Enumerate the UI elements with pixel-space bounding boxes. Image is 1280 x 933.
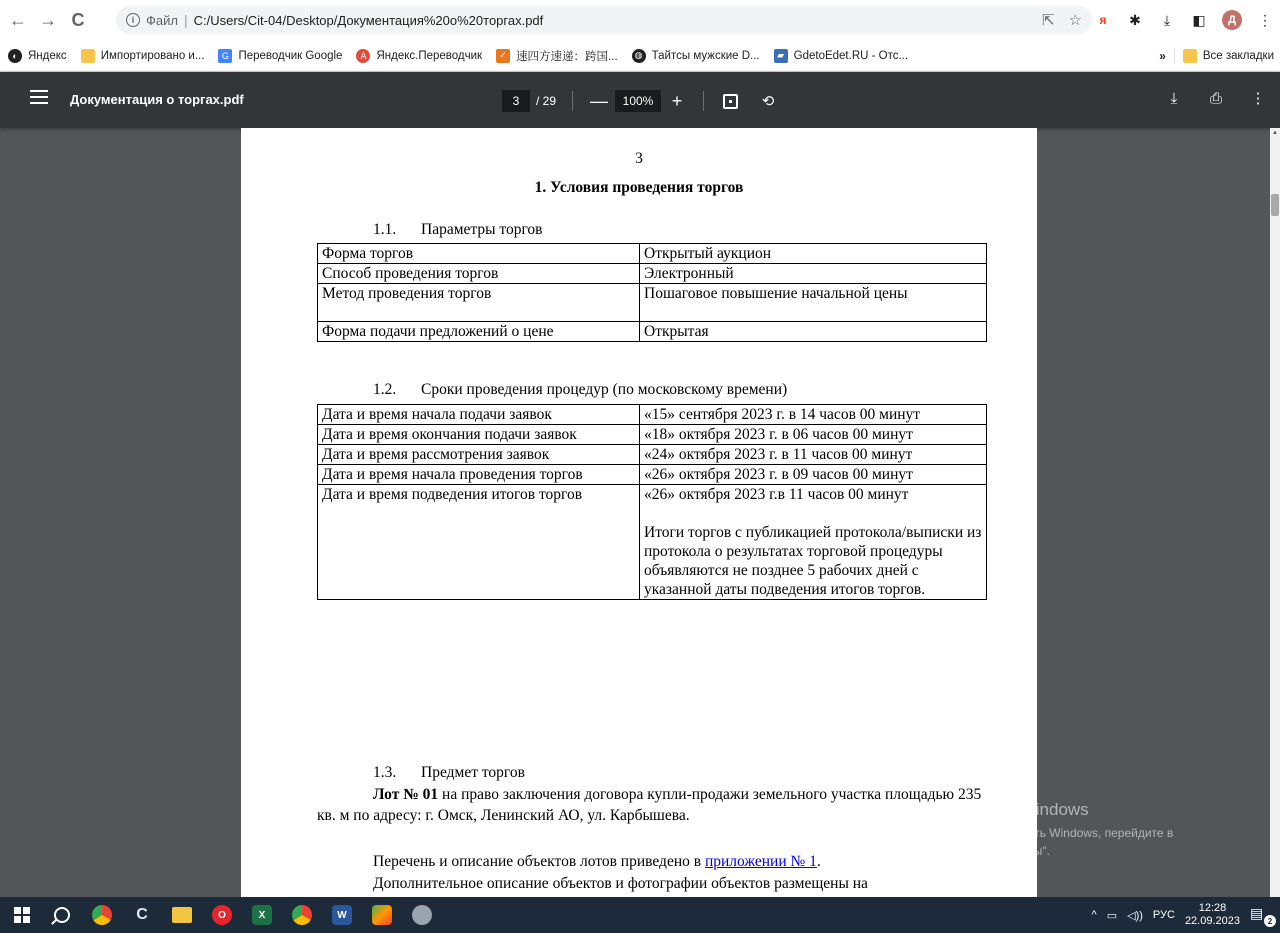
- notifications-button[interactable]: [1250, 905, 1272, 925]
- clock[interactable]: [1185, 902, 1240, 928]
- back-arrow-icon[interactable]: ←: [9, 9, 27, 30]
- taskbar-network-app[interactable]: [402, 897, 442, 933]
- more-bookmarks-chevron[interactable]: »: [1159, 49, 1166, 63]
- taskbar-opera[interactable]: [202, 897, 242, 933]
- bookmark-yandex[interactable]: [8, 49, 67, 63]
- zoom-input[interactable]: [615, 90, 661, 112]
- bookmark-gdetoedet[interactable]: [774, 49, 908, 63]
- subsection-heading: 1.2. Сроки проведения процедур (по московскому времени): [373, 381, 788, 398]
- share-icon[interactable]: ⇱: [1041, 12, 1055, 29]
- bookmark-label: GdetoEdet.RU - Отс...: [793, 49, 909, 62]
- windows-activation-watermark: Активация Windows Чтобы активировать Windows, перейдите в раздел "Параметры".: [932, 800, 1174, 858]
- bookmark-label: Тайтсы мужские D...: [651, 49, 760, 62]
- rotate-icon[interactable]: ⟲: [761, 93, 775, 110]
- bookmark-star-icon[interactable]: ☆: [1068, 12, 1082, 29]
- orange-bookmark-icon: ✓: [496, 49, 510, 63]
- scrollbar-track[interactable]: [1270, 128, 1280, 897]
- omnibox-actions: [1042, 11, 1082, 29]
- chrome-icon: [92, 905, 112, 925]
- bookmark-label: Переводчик Google: [238, 49, 343, 62]
- url-text[interactable]: C:/Users/Cit-04/Desktop/Документация%20о%20торгах.pdf: [193, 12, 544, 28]
- notification-count: 2: [1264, 915, 1276, 927]
- table-row: Дата и время начала проведения торгов «26» октября 2023 г. в 09 часов 00 минут: [318, 465, 987, 485]
- search-icon: [54, 907, 70, 923]
- excel-icon: X: [252, 905, 272, 925]
- page-total: / 29: [536, 94, 557, 108]
- bookmark-label: Импортировано и...: [100, 49, 205, 62]
- reload-icon[interactable]: C: [71, 9, 85, 30]
- lot-paragraph: Лот № 01 на право заключения договора купли-продажи земельного участка площадью 235 кв. м по адресу: г. Омск, Ленинский АО, ул. Карбышева.: [317, 786, 982, 824]
- pdf-download-icon[interactable]: ⤓: [1170, 89, 1178, 107]
- folder-icon: [81, 49, 95, 63]
- toolbar-divider: [703, 91, 704, 111]
- pdf-more-icon[interactable]: ⋮: [1250, 90, 1266, 107]
- language-indicator[interactable]: РУС: [1152, 909, 1175, 921]
- puzzle-extensions-icon[interactable]: ✱: [1129, 11, 1141, 28]
- table-row: Дата и время подведения итогов торгов «26» октября 2023 г.в 11 часов 00 минут Итоги торгов с публикацией протокола/выписки из протокола о результатах торговой процедуры объявляются не позднее 5 рабочих дней с указанной даты подведения итогов торгов.: [318, 485, 987, 600]
- page-number-label: 3: [635, 150, 643, 167]
- taskbar-chrome-profile[interactable]: [282, 897, 322, 933]
- lot-number: Лот № 01: [373, 786, 439, 803]
- network-app-icon: [412, 905, 432, 925]
- bookmark-imported[interactable]: [81, 49, 205, 63]
- yandex-icon: ◐: [8, 49, 22, 63]
- table-row: Форма подачи предложений о цене Открытая: [318, 322, 987, 342]
- word-icon: W: [332, 905, 352, 925]
- zoom-out-button[interactable]: —: [590, 90, 609, 111]
- car-icon: ▰: [774, 49, 788, 63]
- print-icon[interactable]: ⎙: [1209, 89, 1222, 107]
- hamburger-menu-icon[interactable]: [30, 90, 48, 104]
- bookmark-express[interactable]: [496, 48, 618, 64]
- url-separator: |: [183, 12, 188, 28]
- pdf-viewport[interactable]: [0, 128, 1270, 897]
- taskbar-maps[interactable]: [362, 897, 402, 933]
- table-row: Дата и время окончания подачи заявок «18» октября 2023 г. в 06 часов 00 минут: [318, 425, 987, 445]
- globe-icon: ◍: [632, 49, 646, 63]
- taskbar-search-button[interactable]: [42, 897, 82, 933]
- network-icon[interactable]: ▭: [1106, 909, 1118, 922]
- forward-arrow-icon[interactable]: →: [39, 9, 57, 30]
- start-button[interactable]: [2, 897, 42, 933]
- system-tray: [1092, 897, 1280, 933]
- subsection-heading: 1.1. Параметры торгов: [373, 221, 543, 238]
- table-row: Способ проведения торгов Электронный: [318, 264, 987, 284]
- toolbar-divider: [572, 91, 573, 111]
- taskbar-explorer[interactable]: [162, 897, 202, 933]
- page-number-input[interactable]: [502, 90, 530, 112]
- table-row: Дата и время начала подачи заявок «15» сентября 2023 г. в 14 часов 00 минут: [318, 405, 987, 425]
- scrollbar-thumb[interactable]: [1271, 194, 1279, 216]
- all-bookmarks-label: Все закладки: [1202, 50, 1274, 62]
- lots-list-paragraph: Перечень и описание объектов лотов приведено в приложении № 1.: [373, 853, 821, 870]
- section-title: 1. Условия проведения торгов: [534, 179, 744, 196]
- folder-icon: [1183, 49, 1197, 63]
- bookmark-label: Яндекс: [28, 49, 67, 62]
- chrome-profile-icon: [292, 905, 312, 925]
- table-row: Форма торгов Открытый аукцион: [318, 244, 987, 264]
- info-icon[interactable]: i: [126, 13, 140, 27]
- extra-description-paragraph: Дополнительное описание объектов и фотографии объектов размещены на: [373, 875, 868, 892]
- bookmark-yandex-translate[interactable]: [356, 49, 482, 63]
- bookmark-google-translate[interactable]: [218, 49, 342, 63]
- results-datetime: «26» октября 2023 г.в 11 часов 00 минут: [644, 486, 909, 503]
- all-bookmarks-button[interactable]: [1183, 49, 1274, 63]
- download-icon[interactable]: ⤓: [1163, 11, 1171, 28]
- scroll-up-arrow-icon[interactable]: ▲: [1272, 130, 1278, 136]
- yandex-translate-icon: A: [356, 49, 370, 63]
- omnibox[interactable]: [116, 6, 1092, 34]
- subsection-heading: 1.3. Предмет торгов: [373, 764, 525, 781]
- volume-icon[interactable]: ◁)): [1127, 909, 1143, 922]
- bookmarks-right: [1159, 40, 1274, 72]
- windows-logo-icon: [14, 907, 30, 923]
- opera-icon: O: [212, 905, 232, 925]
- bookmarks-divider: [1174, 48, 1175, 64]
- bookmarks-bar: [0, 40, 1280, 72]
- url-scheme-label: Файл: [146, 12, 178, 28]
- maps-icon: [372, 905, 392, 925]
- side-panel-icon[interactable]: ◧: [1192, 11, 1206, 28]
- google-translate-icon: G: [218, 49, 232, 63]
- taskbar-excel[interactable]: [242, 897, 282, 933]
- results-note: Итоги торгов с публикацией протокола/выписки из протокола о результатах торговой процедуры объявляются не позднее 5 рабочих дней с указанной даты подведения итогов торгов.: [644, 524, 982, 598]
- bookmark-tights[interactable]: [632, 49, 760, 63]
- pdf-toolbar-right: [1164, 88, 1268, 108]
- browser-menu-icon[interactable]: ⋮: [1258, 11, 1272, 28]
- tray-chevron-icon[interactable]: ^: [1091, 909, 1097, 921]
- ccleaner-icon: C: [136, 906, 148, 923]
- table-row: Дата и время рассмотрения заявок «24» октября 2023 г. в 11 часов 00 минут: [318, 445, 987, 465]
- pdf-page-controls: [502, 90, 778, 112]
- extensions-area: [1094, 6, 1274, 34]
- file-explorer-icon: [172, 907, 192, 923]
- zoom-in-button[interactable]: +: [671, 90, 683, 111]
- table-row: Метод проведения торгов Пошаговое повышение начальной цены: [318, 284, 987, 322]
- yandex-extension-icon[interactable]: я: [1099, 13, 1107, 27]
- notification-icon: ▤: [1250, 905, 1264, 921]
- pdf-file-title: Документация о торгах.pdf: [70, 92, 244, 107]
- bookmark-label: Яндекс.Переводчик: [376, 49, 483, 62]
- fit-to-page-icon[interactable]: [720, 91, 740, 111]
- parameters-table: [317, 243, 987, 342]
- taskbar-chrome[interactable]: [82, 897, 122, 933]
- taskbar-ccleaner[interactable]: [122, 897, 162, 933]
- browser-address-bar: [0, 0, 1280, 40]
- windows-taskbar: [0, 897, 1280, 933]
- schedule-table: [317, 404, 987, 600]
- pdf-toolbar: [0, 72, 1280, 128]
- taskbar-word[interactable]: [322, 897, 362, 933]
- clock-time: 12:28: [1198, 902, 1227, 914]
- bookmark-label: 速四方速递：跨国...: [516, 50, 618, 63]
- clock-date: 22.09.2023: [1184, 915, 1240, 927]
- pdf-page: [241, 128, 1037, 897]
- appendix-link[interactable]: приложении № 1: [704, 853, 817, 870]
- profile-avatar[interactable]: Д: [1222, 10, 1242, 30]
